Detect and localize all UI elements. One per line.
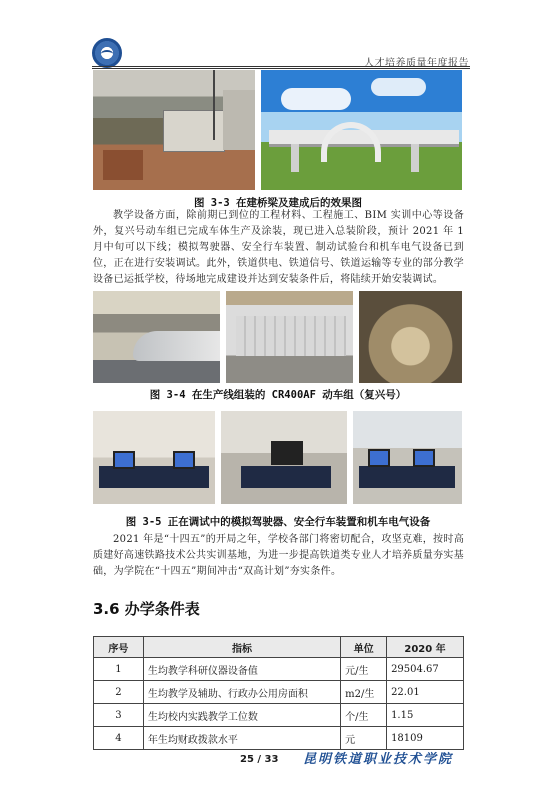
figure-3-5-caption: 图 3-5 正在调试中的模拟驾驶器、安全行车装置和机车电气设备 — [125, 516, 431, 528]
table-cell: 年生均财政拨款水平 — [143, 727, 340, 750]
table-row — [94, 681, 464, 704]
construction-site-photo — [93, 70, 255, 190]
table-cell: 生均教学科研仪器设备值 — [143, 658, 340, 681]
section-title: 3.6 办学条件表 — [93, 600, 200, 618]
table-cell: 22.01 — [387, 681, 464, 704]
train-cab-photo — [359, 291, 462, 383]
header-divider-2 — [92, 68, 470, 69]
table-cell: 2 — [94, 681, 144, 704]
table-header-cell: 2020 年 — [387, 637, 464, 658]
table-header-cell: 单位 — [341, 637, 387, 658]
table-cell: 个/生 — [341, 704, 387, 727]
school-name-footer: 昆明铁道职业技术学院 — [303, 752, 454, 767]
table-cell: 生均教学及辅助、行政办公用房面积 — [143, 681, 340, 704]
table-row — [94, 727, 464, 750]
electrical-equipment-photo — [353, 411, 462, 504]
table-row — [94, 658, 464, 681]
train-body-photo — [226, 291, 353, 383]
table-row — [94, 704, 464, 727]
table-cell: 生均校内实践教学工位数 — [143, 704, 340, 727]
school-logo-icon — [92, 38, 122, 68]
table-cell: 4 — [94, 727, 144, 750]
driving-simulator-photo — [93, 411, 215, 504]
safety-device-photo — [221, 411, 347, 504]
table-header-cell: 指标 — [143, 637, 340, 658]
report-header-title: 人才培养质量年度报告 — [364, 58, 469, 69]
figure-3-3-caption: 图 3-3 在建桥梁及建成后的效果图 — [193, 197, 363, 209]
table-cell: 元 — [341, 727, 387, 750]
table-cell: 18109 — [387, 727, 464, 750]
plan-paragraph: 2021 年是“十四五”的开局之年，学校各部门将密切配合，攻坚克难，按时高质建好高速铁路技术公共实训基地，为进一步提高铁道类专业人才培养质量夯实基础，为学院在“十四五”期间冲击“双高计划”夯实条件。 — [93, 534, 464, 577]
figure-3-4-caption: 图 3-4 在生产线组装的 CR400AF 动车组（复兴号） — [149, 389, 407, 401]
page-number: 25 / 33 — [240, 754, 279, 765]
table-cell: 元/生 — [341, 658, 387, 681]
table-header-cell: 序号 — [94, 637, 144, 658]
equipment-paragraph: 教学设备方面，除前期已到位的工程材料、工程施工、BIM 实训中心等设备外，复兴号动车组已完成车体生产及涂装，现已进入总装阶段，预计 2021 年 1 月中旬可以下线；模拟驾驶器、安全行车装置、制动试验台和机车电气设备已到位，正在进行安装调试。此外，铁道供电、铁道信号、铁道运输等专业的部分教学设备已运抵学校，待场地完成建设并达到安装条件后，将陆续开始安装调试。 — [93, 210, 464, 285]
table-cell: 3 — [94, 704, 144, 727]
conditions-table — [93, 636, 464, 750]
table-header-row — [94, 637, 464, 658]
table-cell: 29504.67 — [387, 658, 464, 681]
table-cell: m2/生 — [341, 681, 387, 704]
table-cell: 1.15 — [387, 704, 464, 727]
train-nose-photo — [93, 291, 220, 383]
table-cell: 1 — [94, 658, 144, 681]
header-divider — [92, 66, 470, 67]
bridge-rendering-photo — [261, 70, 462, 190]
